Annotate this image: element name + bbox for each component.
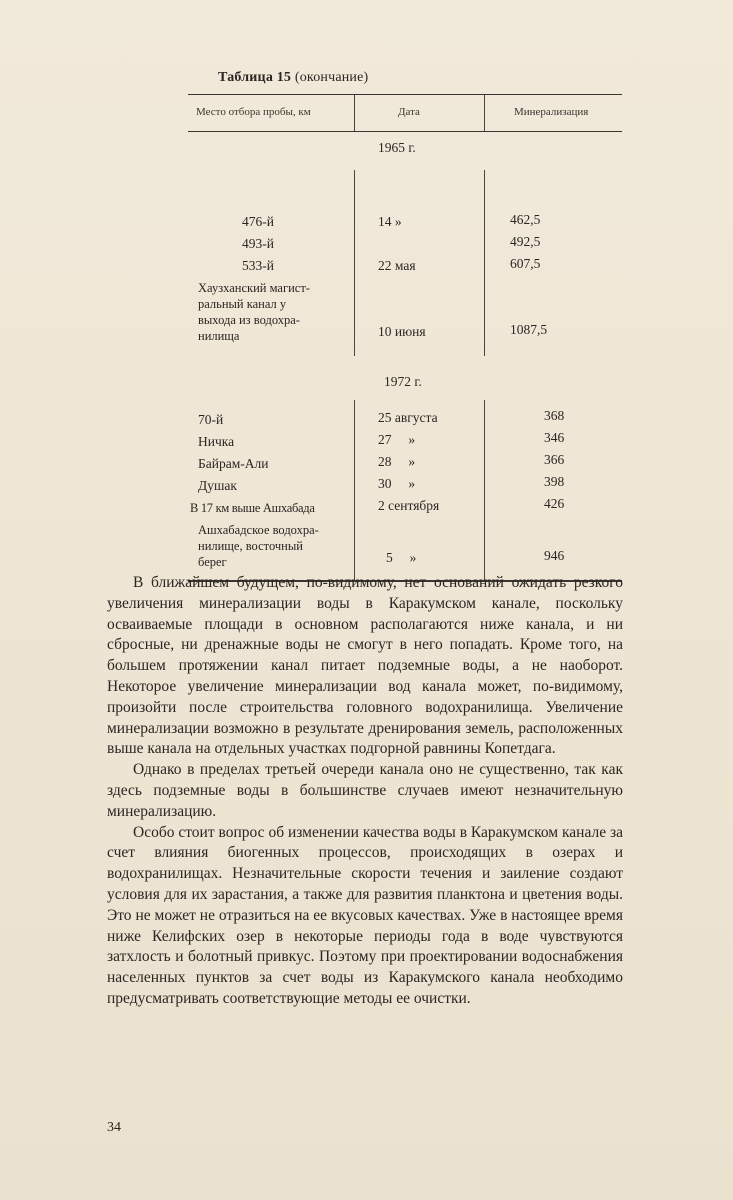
row-value: 492,5 [510, 234, 541, 249]
row-value: 462,5 [510, 212, 541, 227]
row-place: Байрам-Али [198, 456, 269, 471]
row-value: 398 [544, 474, 565, 489]
table-body [188, 132, 622, 580]
row-place: Хаузханский магист- ральный канал у выхода из водохра- нилища [198, 281, 310, 343]
table-title [218, 70, 368, 86]
row-date: 2 сентября [378, 498, 440, 513]
group-year: 1965 г. [378, 140, 416, 155]
row-value: 426 [544, 496, 565, 511]
row-value: 1087,5 [510, 322, 548, 337]
column-divider [354, 400, 355, 580]
row-date: 5 » [386, 550, 417, 565]
row-date: 22 мая [378, 258, 416, 273]
data-table [188, 94, 622, 582]
paragraph: Особо стоит вопрос об изменении качества воды в Каракумском канале за счет влияния биогенных процессов, происходящих в озерах и водохранилищах. Незначительные скорости течения и заиление создают условия для их зарастания, а также для развития планктона и цветения воды. Это не может не отразиться на ее вкусовых качествах. Уже в настоящее время ниже Келифских озер в некоторые периоды года в воде чувствуются затхлость и болотный привкус. Поэтому при проектировании водоснабжения населенных пунктов за счет воды из Каракумского канала необходимо предусматривать соответствующие методы ее очистки. [107, 823, 623, 1007]
page-number: 34 [107, 1120, 121, 1135]
row-value: 946 [544, 548, 565, 563]
table-title-number: Таблица 15 [218, 70, 292, 85]
row-place: Душак [198, 478, 237, 493]
paragraph: В ближайшем будущем, по-видимому, нет оснований ожидать резкого увеличения минерализации воды в Каракумском канале, поскольку осваиваемые площади в основном располагаются ниже канала, и ни сбросные, ни дренажные воды не смогут в него попадать. Кроме того, на большем протяжении канал питает подземные воды, а не наоборот. Некоторое увеличение минерализации вод канала может, по-видимому, произойти после строительства головного водохранилища. Увеличение минерализации возможно в результате дренирования земель, расположенных выше канала на отдельных участках подгорной равнины Копетдага. [107, 574, 623, 758]
row-date: 14 » [378, 214, 402, 229]
row-value: 366 [544, 452, 565, 467]
group-year: 1972 г. [384, 374, 422, 389]
column-divider [484, 170, 485, 356]
header-divider [354, 95, 355, 131]
paragraph: Однако в пределах третьей очереди канала оно не существенно, так как здесь подземные воды в большинстве случаев имеют незначительную минерализацию. [107, 761, 623, 820]
row-date: 10 июня [378, 324, 426, 339]
row-date: 30 » [378, 476, 416, 491]
column-divider [484, 400, 485, 580]
header-mineralization: Минерализация [514, 106, 589, 118]
row-date: 27 » [378, 432, 416, 447]
table-title-suffix: (окончание) [291, 70, 369, 85]
row-value: 368 [544, 408, 565, 423]
row-value: 346 [544, 430, 565, 445]
row-place: 493-й [242, 236, 274, 251]
row-date: 28 » [378, 454, 416, 469]
header-place: Место отбора пробы, км [196, 106, 311, 118]
row-place: 476-й [242, 214, 274, 229]
row-place: Ашхабадское водохра- нилище, восточный берег [198, 523, 319, 569]
row-value: 607,5 [510, 256, 541, 271]
row-place: 533-й [242, 258, 274, 273]
header-date: Дата [398, 106, 420, 118]
header-divider [484, 95, 485, 131]
row-place: Ничка [198, 434, 235, 449]
row-place: 70-й [198, 412, 224, 427]
table-header [188, 95, 622, 131]
row-date: 25 августа [378, 410, 438, 425]
body-text [107, 573, 623, 1010]
row-place: В 17 км выше Ашхабада [190, 501, 315, 515]
column-divider [354, 170, 355, 356]
